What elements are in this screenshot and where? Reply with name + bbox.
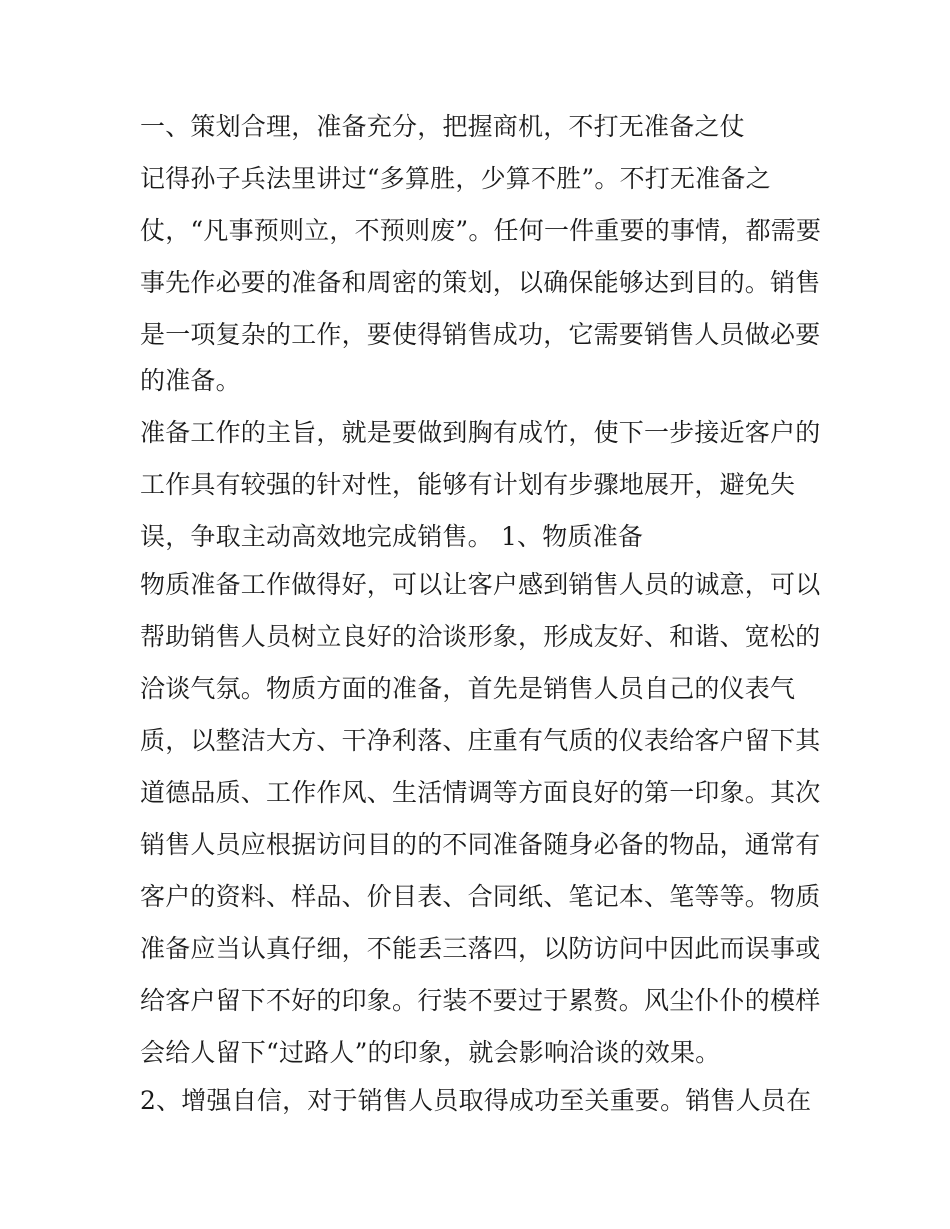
text-line: 准备工作的主旨，就是要做到胸有成竹，使下一步接近客户的: [140, 418, 821, 447]
section-heading-line: 一、策划合理，准备充分，把握商机，不打无准备之仗: [140, 112, 745, 141]
text-line: 仗，“凡事预则立，不预则废”。任何一件重要的事情，都需要: [140, 216, 822, 245]
text-line: 误，争取主动高效地完成销售。 1、物质准备: [140, 522, 644, 551]
text-line: 工作具有较强的针对性，能够有计划有步骤地展开，避免失: [140, 470, 796, 499]
text-line: 销售人员应根据访问目的的不同准备随身必备的物品，通常有: [140, 830, 821, 859]
text-line: 准备应当认真仔细，不能丢三落四，以防访问中因此而误事或: [140, 934, 821, 963]
text-line: 物质准备工作做得好，可以让客户感到销售人员的诚意，可以: [140, 570, 821, 599]
text-line: 的准备。: [140, 366, 241, 395]
text-line: 会给人留下“过路人”的印象，就会影响洽谈的效果。: [140, 1038, 721, 1067]
text-line: 道德品质、工作作风、生活情调等方面良好的第一印象。其次: [140, 778, 821, 807]
text-line: 帮助销售人员树立良好的洽谈形象，形成友好、和谐、宽松的: [140, 622, 821, 651]
text-line: 给客户留下不好的印象。行装不要过于累赘。风尘仆仆的模样: [140, 986, 821, 1015]
text-line: 记得孙子兵法里讲过“多算胜，少算不胜”。不打无准备之: [140, 164, 771, 193]
text-line: 客户的资料、样品、价目表、合同纸、笔记本、笔等等。物质: [140, 882, 821, 911]
text-line: 事先作必要的准备和周密的策划，以确保能够达到目的。销售: [140, 268, 821, 297]
text-line: 2、增强自信，对于销售人员取得成功至关重要。销售人员在: [140, 1086, 812, 1115]
text-line: 是一项复杂的工作，要使得销售成功，它需要销售人员做必要: [140, 320, 821, 349]
text-line: 质，以整洁大方、干净利落、庄重有气质的仪表给客户留下其: [140, 726, 821, 755]
text-line: 洽谈气氛。物质方面的准备，首先是销售人员自己的仪表气: [140, 674, 796, 703]
